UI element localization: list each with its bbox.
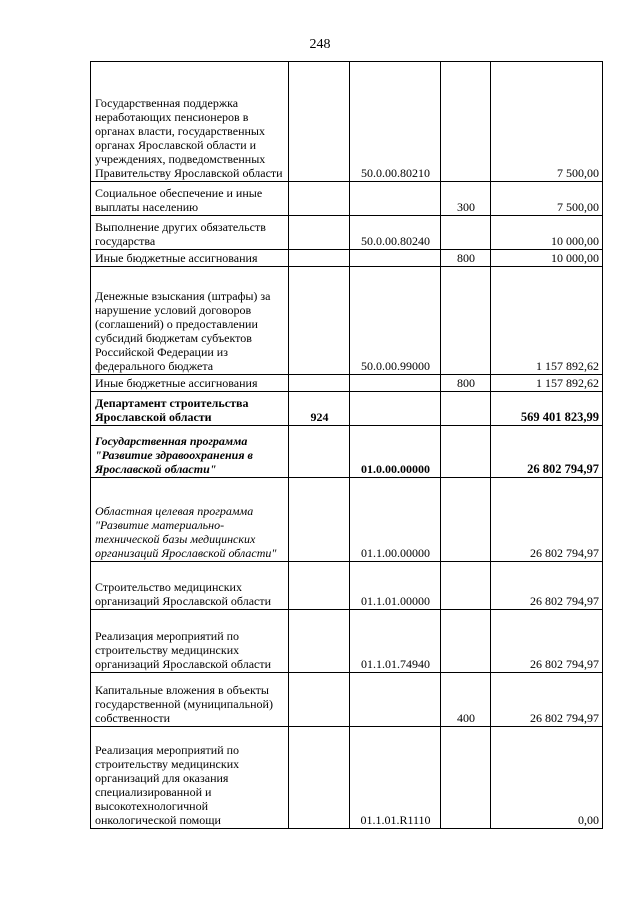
row-dept-cell <box>289 562 350 610</box>
row-vr-cell <box>441 610 491 673</box>
row-name-cell: Департамент строительства Ярославской области <box>91 392 289 426</box>
budget-table <box>90 61 603 829</box>
table-row <box>91 562 603 610</box>
row-csr-cell: 50.0.00.99000 <box>350 267 441 375</box>
row-vr-cell <box>441 267 491 375</box>
table-row <box>91 478 603 562</box>
row-dept-cell <box>289 375 350 392</box>
row-sum-cell: 10 000,00 <box>491 216 603 250</box>
row-vr-cell: 800 <box>441 250 491 267</box>
table-row <box>91 250 603 267</box>
row-sum-cell: 0,00 <box>491 727 603 829</box>
row-csr-cell <box>350 375 441 392</box>
row-vr-cell <box>441 62 491 182</box>
row-vr-cell <box>441 727 491 829</box>
row-vr-cell <box>441 426 491 478</box>
row-csr-cell <box>350 250 441 267</box>
table-row <box>91 610 603 673</box>
table-row <box>91 727 603 829</box>
row-dept-cell <box>289 182 350 216</box>
budget-table-body <box>91 62 603 829</box>
row-sum-cell: 26 802 794,97 <box>491 673 603 727</box>
row-sum-cell: 26 802 794,97 <box>491 562 603 610</box>
row-dept-cell <box>289 673 350 727</box>
row-dept-cell <box>289 216 350 250</box>
row-name-cell: Иные бюджетные ассигнования <box>91 250 289 267</box>
row-sum-cell: 1 157 892,62 <box>491 267 603 375</box>
row-sum-cell: 1 157 892,62 <box>491 375 603 392</box>
row-csr-cell: 01.1.01.R1110 <box>350 727 441 829</box>
row-sum-cell: 7 500,00 <box>491 62 603 182</box>
row-csr-cell: 01.0.00.00000 <box>350 426 441 478</box>
row-name-cell: Реализация мероприятий по строительству медицинских организаций для оказания специализированной и высокотехнологичной онкологической помощи <box>91 727 289 829</box>
table-row <box>91 62 603 182</box>
row-vr-cell: 400 <box>441 673 491 727</box>
row-csr-cell: 01.1.01.74940 <box>350 610 441 673</box>
row-dept-cell <box>289 250 350 267</box>
table-row <box>91 375 603 392</box>
table-row <box>91 267 603 375</box>
row-name-cell: Реализация мероприятий по строительству медицинских организаций Ярославской области <box>91 610 289 673</box>
row-name-cell: Денежные взыскания (штрафы) за нарушение условий договоров (соглашений) о предоставлении субсидий бюджетам субъектов Российской Федерации из федерального бюджета <box>91 267 289 375</box>
row-dept-cell <box>289 62 350 182</box>
row-name-cell: Государственная поддержка неработающих пенсионеров в органах власти, государственных органах Ярославской области и учреждениях, подведомственных Правительству Ярославской области <box>91 62 289 182</box>
row-dept-cell <box>289 267 350 375</box>
row-dept-cell <box>289 727 350 829</box>
row-sum-cell: 26 802 794,97 <box>491 478 603 562</box>
row-csr-cell <box>350 673 441 727</box>
row-dept-cell <box>289 478 350 562</box>
row-csr-cell <box>350 182 441 216</box>
row-name-cell: Иные бюджетные ассигнования <box>91 375 289 392</box>
row-name-cell: Капитальные вложения в объекты государственной (муниципальной) собственности <box>91 673 289 727</box>
row-vr-cell <box>441 216 491 250</box>
row-sum-cell: 569 401 823,99 <box>491 392 603 426</box>
row-vr-cell: 800 <box>441 375 491 392</box>
row-vr-cell <box>441 478 491 562</box>
table-row <box>91 673 603 727</box>
row-csr-cell <box>350 392 441 426</box>
row-dept-cell: 924 <box>289 392 350 426</box>
row-sum-cell: 26 802 794,97 <box>491 426 603 478</box>
row-dept-cell <box>289 610 350 673</box>
row-dept-cell <box>289 426 350 478</box>
row-vr-cell: 300 <box>441 182 491 216</box>
row-name-cell: Государственная программа "Развитие здравоохранения в Ярославской области" <box>91 426 289 478</box>
row-sum-cell: 7 500,00 <box>491 182 603 216</box>
row-name-cell: Строительство медицинских организаций Ярославской области <box>91 562 289 610</box>
row-csr-cell: 50.0.00.80210 <box>350 62 441 182</box>
row-name-cell: Социальное обеспечение и иные выплаты населению <box>91 182 289 216</box>
row-name-cell: Областная целевая программа "Развитие материально-технической базы медицинских организаций Ярославской области" <box>91 478 289 562</box>
table-row <box>91 392 603 426</box>
row-sum-cell: 26 802 794,97 <box>491 610 603 673</box>
table-row <box>91 426 603 478</box>
table-row <box>91 216 603 250</box>
row-vr-cell <box>441 562 491 610</box>
row-sum-cell: 10 000,00 <box>491 250 603 267</box>
page-number: 248 <box>309 37 331 52</box>
row-name-cell: Выполнение других обязательств государства <box>91 216 289 250</box>
row-vr-cell <box>441 392 491 426</box>
table-row <box>91 182 603 216</box>
row-csr-cell: 01.1.01.00000 <box>350 562 441 610</box>
row-csr-cell: 50.0.00.80240 <box>350 216 441 250</box>
row-csr-cell: 01.1.00.00000 <box>350 478 441 562</box>
